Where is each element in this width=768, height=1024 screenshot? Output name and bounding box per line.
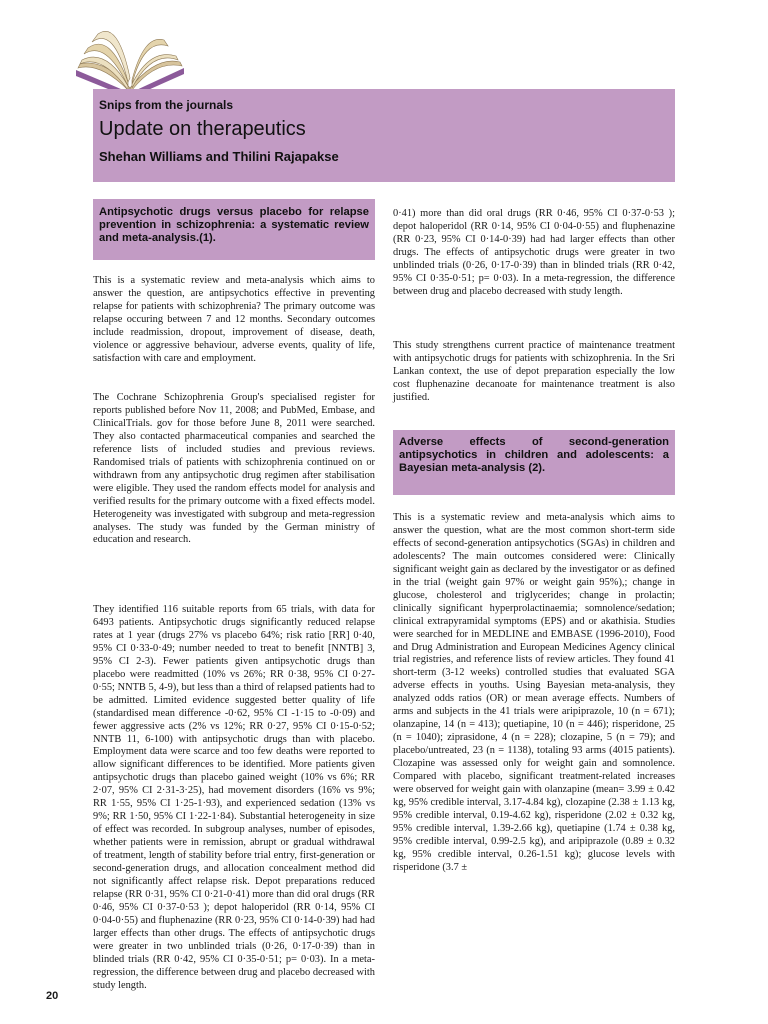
page-title: Update on therapeutics: [99, 118, 306, 140]
section-heading: Adverse effects of second-generation antipsychotics in children and adolescents: a Bayesian meta-analysis (2).: [393, 430, 675, 495]
authors: Shehan Williams and Thilini Rajapakse: [99, 149, 339, 164]
header-kicker: Snips from the journals: [99, 98, 234, 112]
page-number: 20: [46, 990, 59, 1002]
paragraph: The Cochrane Schizophrenia Group's specialised register for reports published before Nov 11, 2008; and PubMed, Embase, and ClinicalTrials. gov for those before June 8, 2011 were searched. They also contacted pharmaceutical companies and searched the reference lists of included studies and previous reviews. Randomised trials of patients with schizophrenia continued on or withdrawn from any antipsychotic drug regimen after stabilisation were eligible. They used the random effects model for analysis and verified results for the primary outcome with a fixed effects model. Heterogeneity was investigated with subgroup and meta-regression analyses. The study was funded by the German ministry of education and research.: [93, 392, 375, 546]
paragraph: They identified 116 suitable reports from 65 trials, with data for 6493 patients. Antipsychotic drugs significantly reduced relapse rates at 1 year (drugs 27% vs placebo 64%; risk ratio [RR] 0·40, 95% CI 0·33-0·49; number needed to treat to benefit [NNTB] 3, 95% CI 2-3). Fewer patients given antipsychotic drugs than placebo were readmitted (10% vs 26%; RR 0·38, 95% CI 0·27-0·55; NNTB 5, 4-9), but less than a third of relapsed patients had to be admitted. Limited evidence suggested better quality of life (standardised mean difference -0·62, 95% CI -1·15 to -0·09) and fewer aggressive acts (2% vs 12%; RR 0·27, 95% CI 0·15-0·52; NNTB 11, 6-100) with antipsychotic drugs than with placebo. Employment data were scarce and too few deaths were reported to allow significant differences to be identified. More patients given antipsychotic drugs than placebo gained weight (10% vs 6%; RR 2·07, 95% CI 2·31-3·25), had movement disorders (16% vs 9%; RR 1·55, 95% CI 1·25-1·93), and experienced sedation (13% vs 9%; RR 1·50, 95% CI 1·22-1·84). Substantial heterogeneity in size of effect was recorded. In subgroup analyses, number of episodes, whether patients were in remission, abrupt or gradual withdrawal of treatment, length of stability before trial entry, first-generation or second-generation drugs, and allocation concealment method did not significantly affect relapse risk. Depot preparations reduced relapse (RR 0·31, 95% CI 0·21-0·41) more than did oral drugs (RR 0·46, 95% CI 0·37-0·53 ); depot haloperidol (RR 0·14, 95% CI 0·04-0·55) and fluphenazine (RR 0·23, 95% CI 0·14-0·39) had had larger effects than other drugs. The effects of antipsychotic drugs were greater in two unblinded trials (0·26, 0·17-0·39) than in blinded trials (RR 0·42, 95% CI 0·35-0·51; p= 0·03). In a meta-regression, the difference between drug and placebo decreased with study length.: [93, 604, 375, 991]
paragraph: This study strengthens current practice of maintenance treatment with antipsychotic drugs for patients with schizophrenia. In the Sri Lankan context, the use of depot preparation especially the low cost fluphenazine decanoate for maintenance treatment is also justified.: [393, 340, 675, 403]
paragraph: This is a systematic review and meta-analysis which aims to answer the question, are antipsychotics effective in preventing relapse for patients with schizophrenia? The primary outcome was relapse occuring between 7 and 12 months. Secondary outcomes include readmission, dropout, improvement of disease, death, violence or aggressive behaviour, adverse events, quality of life, satisfaction with care and employment.: [93, 275, 375, 364]
paragraph: This is a systematic review and meta-analysis which aims to answer the question, what are the most common short-term side effects of second-generation antipsychotics (SGAs) in children and adolescents? The main outcomes considered were: Clinically significant weight gain as declared by the investigator or as defined in the trial (weight gain 97% or weight gain 95%),; change in glucose, cholesterol and triglycerides; change in prolactin; clinically significant hyperprolactinaemia; somnolence/sedation; clinical extrapyramidal symptoms (EPS) and or akathisia. Studies were searched for in MEDLINE and EMBASE (1996-2010), Food and Drug Administration and European Medicines Agency clinical trial registries, and reference lists of review articles. They found 41 short-term (3-12 weeks) controlled studies that evaluated SGA adverse effects in youths. Using Bayesian meta-analysis, they analyzed odds ratios (OR) or mean average effects. Numbers of arms and subjects in the 41 trials were aripiprazole, 10 (n = 671); olanzapine, 14 (n = 413); quetiapine, 10 (n = 446); risperidone, 25 (n = 1040); ziprasidone, 4 (n = 228); clozapine, 5 (n = 79); and placebo/untreated, 23 (n = 1138), totaling 93 arms (4015 patients). Clozapine was assessed only for weight gain and somnolence. Compared with placebo, significant treatment-related increases were observed for weight gain with olanzapine (mean= 3.99 ± 0.42 kg, 95% credible interval, 3.17-4.84 kg), clozapine (2.38 ± 1.13 kg, 95% credible interval, 0.19-4.62 kg), risperidone (2.02 ± 0.32 kg, 95% credible interval, 1.39-2.66 kg), quetiapine (1.74 ± 0.38 kg, 95% credible interval, 0.99-2.5 kg), and aripiprazole (0.89 ± 0.32 kg, 95% credible interval, 0.26-1.51 kg); glucose levels with risperidone (3.7 ±: [393, 512, 675, 873]
section-heading: Antipsychotic drugs versus placebo for relapse prevention in schizophrenia: a systematic review and meta-analysis.(1).: [93, 199, 375, 260]
paragraph-continued: 0·41) more than did oral drugs (RR 0·46, 95% CI 0·37-0·53 ); depot haloperidol (RR 0·14, 95% CI 0·04-0·55) and fluphenazine (RR 0·23, 95% CI 0·14-0·39) had had larger effects than other drugs. The effects of antipsychotic drugs were greater in two unblinded trials (0·26, 0·17-0·39) than in blinded trials (RR 0·42, 95% CI 0·35-0·51; p= 0·03). In a meta-regression, the difference between drug and placebo decreased with study length.: [393, 208, 675, 297]
open-book-icon: [70, 18, 190, 100]
journal-header: [93, 89, 675, 182]
